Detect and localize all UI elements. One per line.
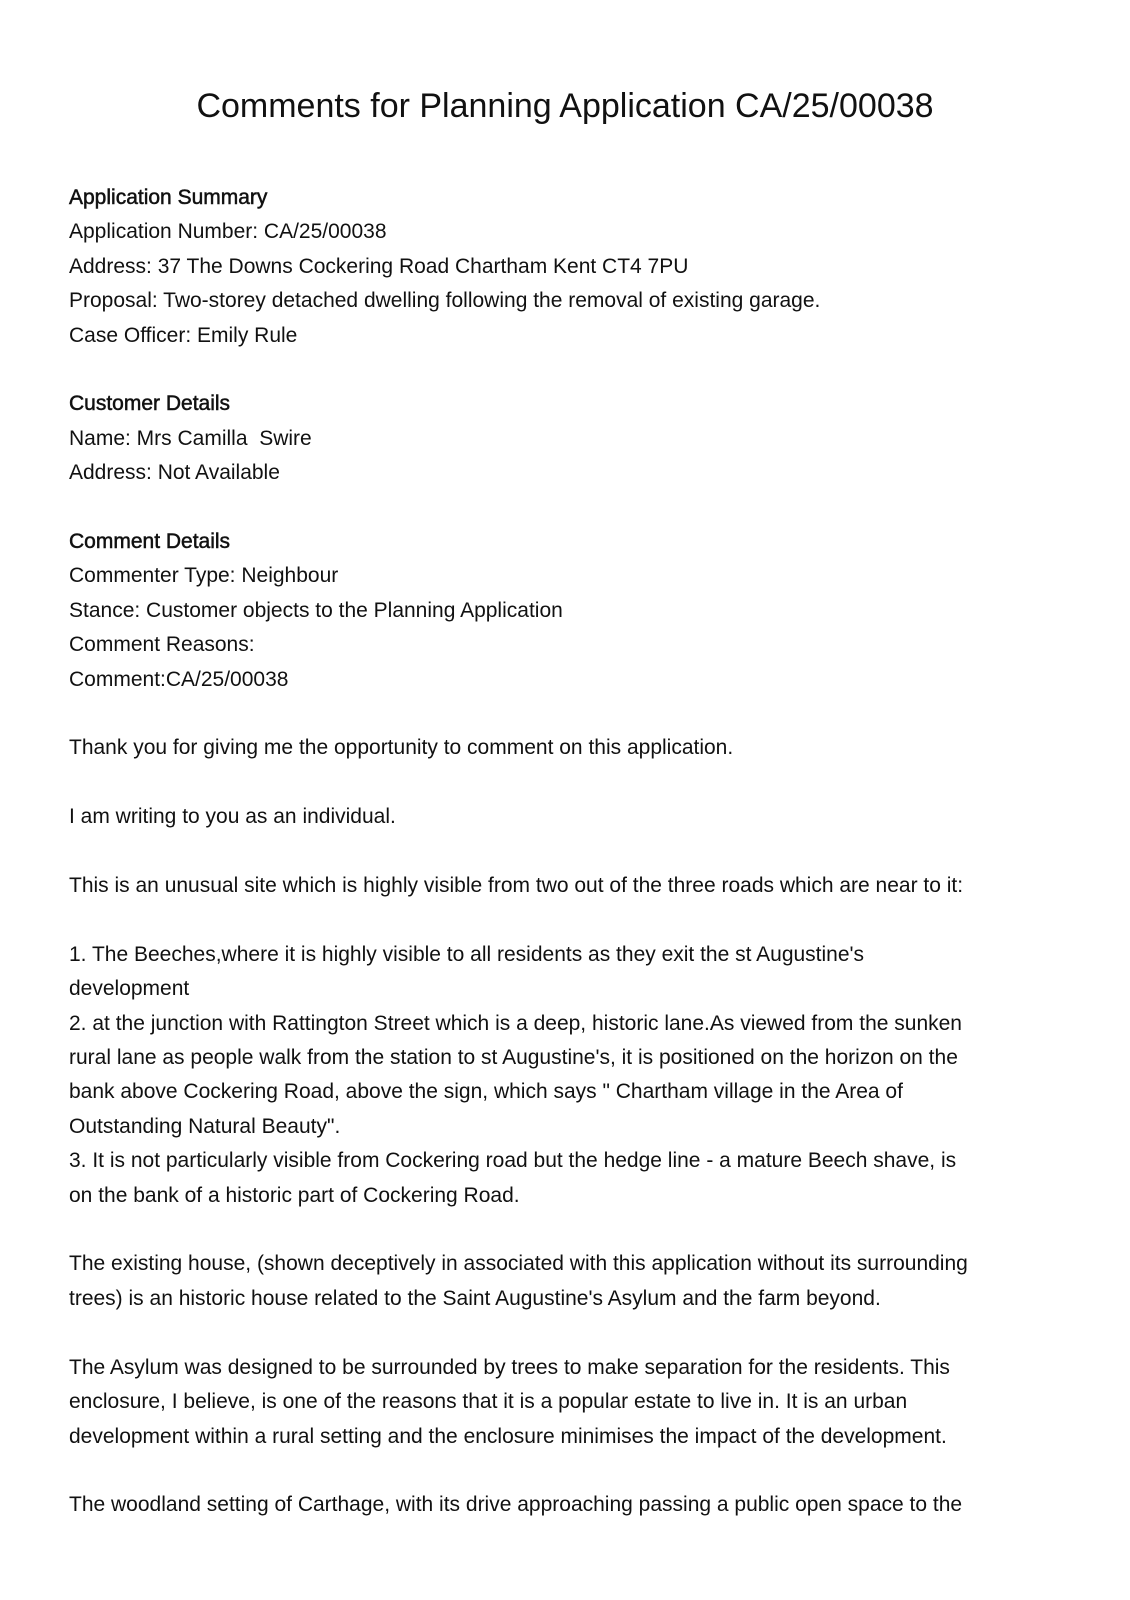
list-item-line: 2. at the junction with Rattington Street which is a deep, historic lane.As viewed from the sunken	[69, 1011, 962, 1035]
spacer	[69, 353, 1069, 387]
list-item	[69, 1144, 1069, 1213]
list-item-line: Outstanding Natural Beauty".	[69, 1114, 341, 1138]
section-heading-application-summary: Application Summary	[69, 186, 268, 209]
spacer	[69, 766, 1069, 800]
paragraph	[69, 1351, 1069, 1454]
paragraph-line: development within a rural setting and the enclosure minimises the impact of the development.	[69, 1424, 947, 1448]
paragraph	[69, 1247, 1069, 1316]
page-title: Comments for Planning Application CA/25/00038	[196, 87, 934, 125]
section-heading-customer-details: Customer Details	[69, 392, 231, 416]
customer-address: Address: Not Available	[69, 461, 280, 485]
spacer	[69, 835, 1069, 869]
customer-details-section	[69, 387, 1069, 490]
section-heading-comment-details: Comment Details	[69, 530, 231, 554]
comment-reasons: Comment Reasons:	[69, 633, 255, 657]
application-summary-section	[69, 181, 1069, 353]
paragraph-line: The existing house, (shown deceptively in associated with this application without its surrounding	[69, 1252, 968, 1276]
application-address: Address: 37 The Downs Cockering Road Chartham Kent CT4 7PU	[69, 254, 689, 278]
spacer	[69, 697, 1069, 731]
comment-text	[69, 731, 1069, 1522]
paragraph-line: enclosure, I believe, is one of the reasons that it is a popular estate to live in. It is an urban	[69, 1390, 908, 1414]
list-item-line: development	[69, 977, 190, 1001]
commenter-type: Commenter Type: Neighbour	[69, 564, 339, 588]
paragraph: Thank you for giving me the opportunity to comment on this application.	[69, 736, 734, 760]
spacer	[69, 1316, 1069, 1350]
application-number: Application Number: CA/25/00038	[69, 220, 387, 244]
list-item-line: rural lane as people walk from the station to st Augustine's, it is positioned on the horizon on the	[69, 1046, 958, 1070]
document-body	[69, 181, 1069, 1523]
list-item	[69, 938, 1069, 1007]
customer-name: Name: Mrs Camilla Swire	[69, 426, 312, 450]
list-item-line: 1. The Beeches,where it is highly visible to all residents as they exit the st Augustine's	[69, 942, 865, 966]
spacer	[69, 491, 1069, 525]
paragraph: I am writing to you as an individual.	[69, 805, 396, 829]
paragraph-line: The woodland setting of Carthage, with its drive approaching passing a public open space to the	[69, 1493, 963, 1517]
list-item-line: bank above Cockering Road, above the sign, which says " Chartham village in the Area of	[69, 1080, 903, 1104]
list-item-line: on the bank of a historic part of Cockering Road.	[69, 1183, 520, 1207]
spacer	[69, 1213, 1069, 1247]
paragraph-line: trees) is an historic house related to the Saint Augustine's Asylum and the farm beyond.	[69, 1286, 881, 1310]
spacer	[69, 903, 1069, 937]
spacer	[69, 1454, 1069, 1488]
application-proposal: Proposal: Two-storey detached dwelling following the removal of existing garage.	[69, 289, 821, 313]
stance: Stance: Customer objects to the Planning Application	[69, 598, 563, 622]
paragraph	[69, 1488, 1069, 1522]
list-item-line: 3. It is not particularly visible from Cockering road but the hedge line - a mature Beech shave, is	[69, 1149, 957, 1173]
paragraph: This is an unusual site which is highly visible from two out of the three roads which are near to it:	[69, 874, 964, 898]
case-officer: Case Officer: Emily Rule	[69, 323, 298, 347]
paragraph-line: The Asylum was designed to be surrounded by trees to make separation for the residents. This	[69, 1355, 950, 1379]
comment-details-section	[69, 525, 1069, 697]
comment-reference: Comment:CA/25/00038	[69, 667, 289, 691]
list-item	[69, 1007, 1069, 1145]
